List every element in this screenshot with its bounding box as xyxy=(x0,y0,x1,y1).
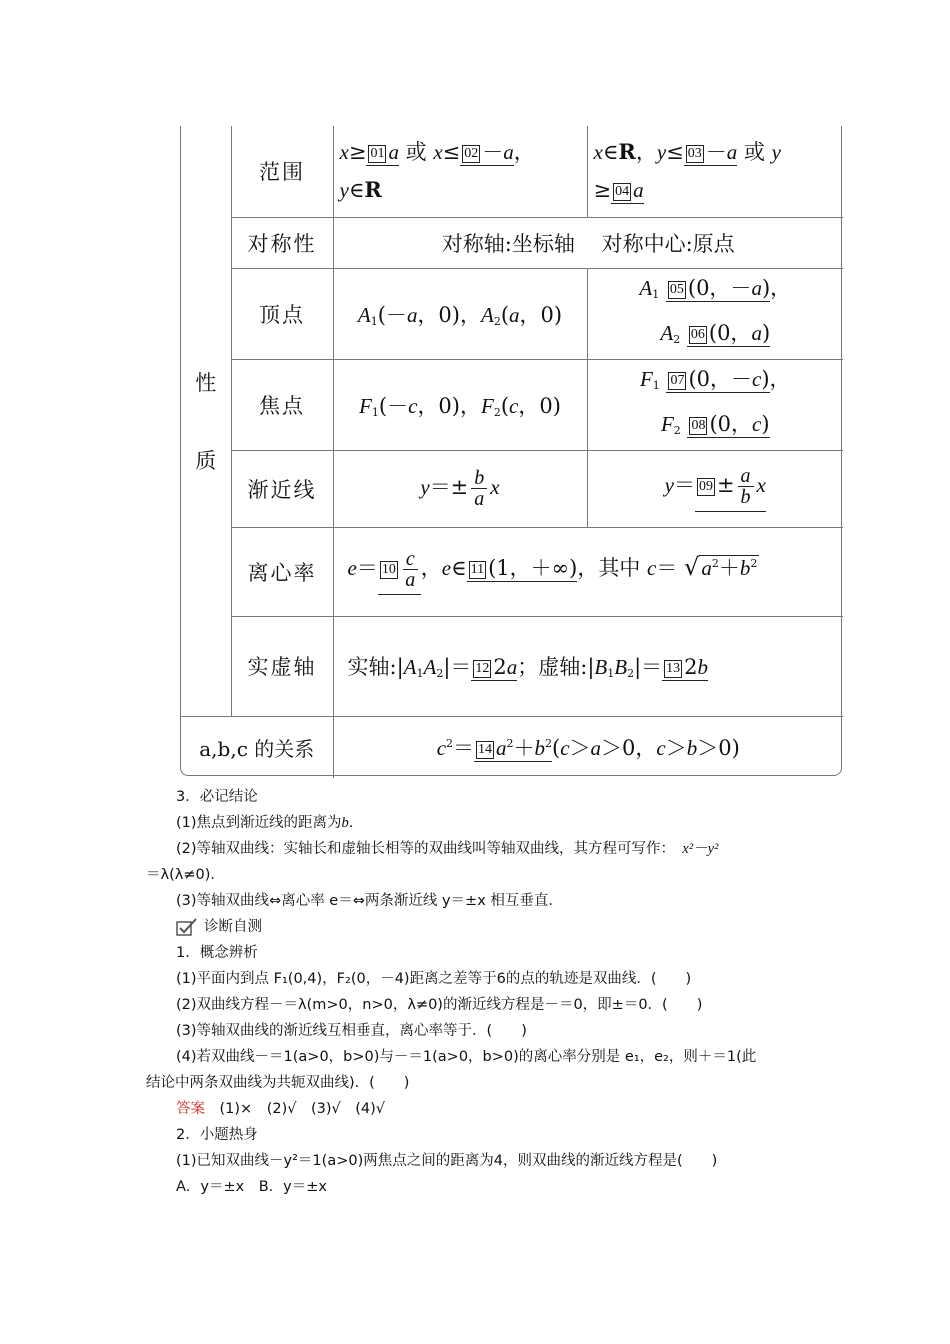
eccentricity-cell: e＝ 10 $\frac{c}{a}$ ，e∈ 11 (1，＋∞)，其中 $c= √a^2+b^2$ xyxy=(333,527,843,616)
range-cell-2: x∈R，y≤ 03 －a 或 y ≥ 04 a xyxy=(587,126,843,217)
question-2: (2)双曲线方程－＝λ(m>0，n>0，λ≠0)的渐近线方程是－＝0，即±＝0．( ) xyxy=(176,997,703,1013)
answer-line: 答案 (1)× (2)√ (3)√ (4)√ xyxy=(176,1101,386,1117)
question-4: (4)若双曲线－＝1(a>0，b>0)与－＝1(a>0，b>0)的离心率分别是 e₁，e₂，则＋＝1(此 xyxy=(176,1049,757,1065)
diagnosis-sub2: 2．小题热身 xyxy=(176,1127,258,1143)
section3-item2: (2)等轴双曲线：实轴长和虚轴长相等的双曲线叫等轴双曲线，其方程可写作： x²－y² xyxy=(176,841,719,857)
axes-cell: 实轴$:|A_1A_2|= 12$ 2a；虚轴$:|B_1B_2|= 13$ 2b xyxy=(333,616,843,716)
section3-item2-cont: ＝λ(λ≠0)． xyxy=(146,867,225,883)
row-label-focus: 焦点 xyxy=(231,359,333,450)
row-label-axes: 实虚轴 xyxy=(231,616,333,716)
side-label-2: 质 xyxy=(195,448,217,473)
section3-item1: (1)焦点到渐近线的距离为b. xyxy=(176,815,354,831)
range-cell-1: x≥ 01 a 或 x≤ 02 －a， y∈R xyxy=(333,126,587,217)
row-label-symmetry: 对称性 xyxy=(231,217,333,268)
answer-label: 答案 xyxy=(176,1101,205,1117)
question-4-cont: 结论中两条双曲线为共轭双曲线)．( ) xyxy=(146,1075,410,1091)
row-label-asymptote: 渐近线 xyxy=(231,450,333,527)
asymptote-cell-1: y＝± $\frac{b}{a}$ x xyxy=(333,450,587,527)
asymptote-cell-2: y＝ 09 ± $\frac{a}{b}$ x xyxy=(587,450,843,527)
side-label-cell xyxy=(181,126,231,716)
section3-title: 3．必记结论 xyxy=(176,789,258,805)
side-label-1: 性 xyxy=(195,370,217,395)
row-label-relation: a,b,c 的关系 xyxy=(181,716,333,778)
question-3: (3)等轴双曲线的渐近线互相垂直，离心率等于．( ) xyxy=(176,1023,527,1039)
row-label-eccentricity: 离心率 xyxy=(231,527,333,616)
section3-item3: (3)等轴双曲线⇔离心率 e＝⇔两条渐近线 y＝±x 相互垂直． xyxy=(176,893,563,909)
relation-cell: $c^2= 14$ $a^2+b^2(c>a>0$，c＞b＞0) xyxy=(333,716,843,778)
row-label-vertex: 顶点 xyxy=(231,268,333,359)
text-content xyxy=(146,784,814,1200)
practice-1: (1)已知双曲线－y²＝1(a>0)两焦点之间的距离为4，则双曲线的渐近线方程是( ) xyxy=(176,1153,718,1169)
hyperbola-properties-table xyxy=(180,126,842,776)
focus-cell-1: $F_1(-c$，0)，$F_2(c$，0) xyxy=(333,359,587,450)
vertex-cell-2: $A_1$ 05 (0，－a)， $A_2$ 06 (0，a) xyxy=(587,268,843,359)
row-label-range: 范围 xyxy=(231,126,333,217)
diagnosis-heading: 诊断自测 xyxy=(146,914,814,940)
practice-1-options: A．y＝±x B．y＝±x xyxy=(176,1179,327,1195)
focus-cell-2: $F_1$ 07 (0，－c)， $F_2$ 08 (0，c) xyxy=(587,359,843,450)
question-1: (1)平面内到点 F₁(0,4)，F₂(0，－4)距离之差等于6的点的轨迹是双曲线．( ) xyxy=(176,971,692,987)
diagnosis-sub1: 1．概念辨析 xyxy=(176,945,258,961)
symmetry-cell: 对称轴:坐标轴 对称中心:原点 xyxy=(333,217,843,268)
vertex-cell-1: $A_1(-a$，0)，$A_2(a$，0) xyxy=(333,268,587,359)
pencil-check-icon xyxy=(176,917,198,937)
